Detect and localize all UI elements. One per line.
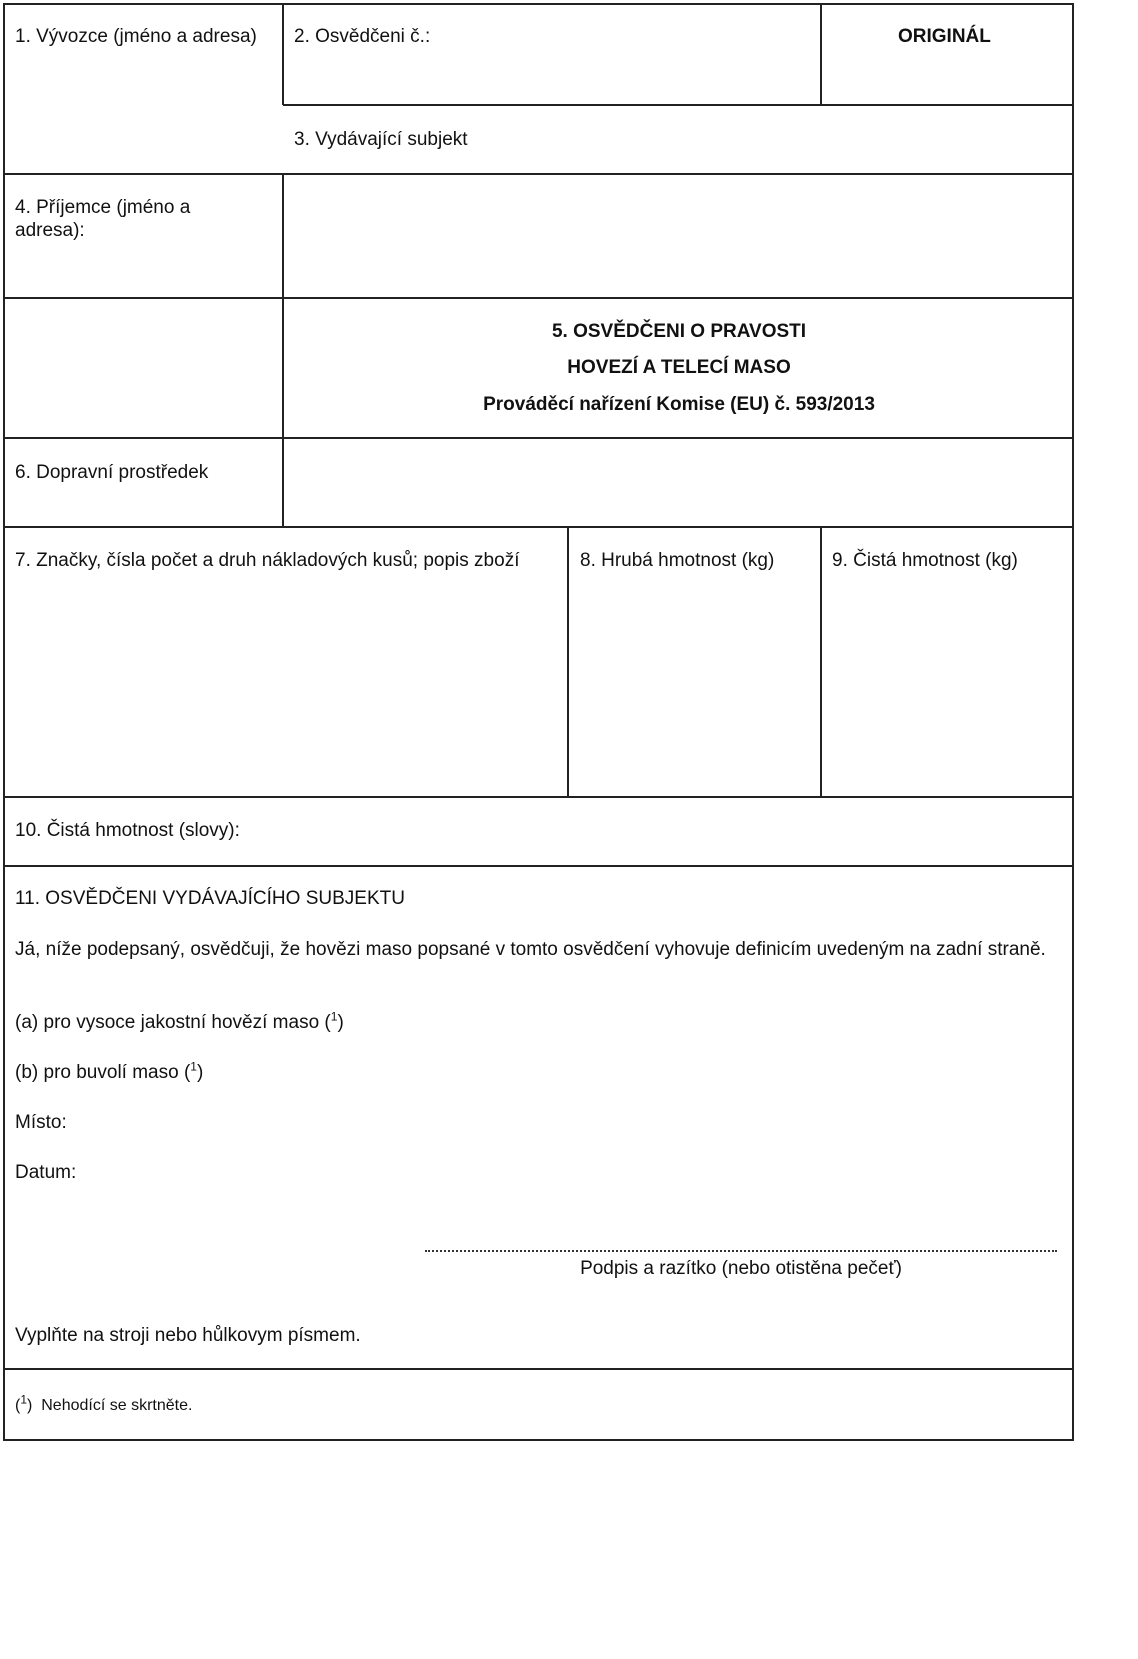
field-8-gross-weight-label: 8. Hrubá hmotnost (kg) — [580, 550, 775, 571]
field-3-issuing-body-label: 3. Vydávající subjekt — [294, 129, 468, 150]
field-4-consignee-label: 4. Příjemce (jméno a adresa): — [15, 197, 191, 241]
field-9-net-weight-label: 9. Čistá hmotnost (kg) — [832, 550, 1018, 571]
divider — [3, 526, 1074, 528]
date-label: Datum: — [15, 1162, 77, 1183]
field-11-title: 11. OSVĚDČENI VYDÁVAJÍCÍHO SUBJEKTU — [15, 888, 405, 909]
divider — [3, 297, 1074, 299]
divider — [283, 104, 1074, 106]
field-1-exporter-label: 1. Vývozce (jméno a adresa) — [15, 26, 257, 47]
field-11-statement: Já, níže podepsaný, osvědčuji, že hovězi maso popsané v tomto osvědčení vyhovuje definicím uvedeným na zadní straně. — [15, 939, 1046, 960]
footnote-marker: 1 — [20, 1392, 28, 1407]
footnote-ref: 1 — [190, 1059, 197, 1074]
signature-label: Podpis a razítko (nebo otistěna pečeť) — [580, 1258, 902, 1279]
field-5-title: 5. OSVĚDČENI O PRAVOSTI — [551, 321, 807, 342]
signature-line — [425, 1250, 1057, 1252]
divider — [3, 865, 1074, 867]
divider — [282, 173, 284, 527]
field-2-certificate-number-label: 2. Osvědčeni č.: — [294, 26, 431, 47]
divider — [3, 1368, 1074, 1370]
divider — [820, 526, 822, 797]
footnote-text: Nehodící se skrtněte. — [41, 1397, 193, 1414]
footnote-ref: 1 — [330, 1009, 338, 1024]
field-5-subtitle: HOVEZÍ A TELECÍ MASO — [567, 357, 791, 378]
field-7-marks-label: 7. Značky, čísla počet a druh nákladových kusů; popis zboží — [15, 550, 520, 571]
field-10-net-weight-words-label: 10. Čistá hmotnost (slovy): — [15, 820, 240, 841]
divider — [282, 3, 284, 105]
divider — [820, 3, 822, 105]
field-6-transport-label: 6. Dopravní prostředek — [15, 462, 209, 483]
paren-close: ) — [196, 1062, 204, 1083]
option-a — [15, 1011, 344, 1035]
divider — [3, 796, 1074, 798]
paren-close: ) — [337, 1012, 344, 1033]
fill-instruction: Vyplňte na stroji nebo hůlkovym písmem. — [15, 1325, 361, 1346]
place-label: Místo: — [15, 1112, 67, 1133]
field-5-regulation: Prováděcí nařízení Komise (EU) č. 593/2013 — [483, 394, 875, 415]
option-a-text: (a) pro vysoce jakostní hovězí maso ( — [15, 1012, 331, 1033]
footnote — [15, 1394, 192, 1418]
divider — [3, 437, 1074, 439]
option-b — [15, 1061, 203, 1085]
footnote-open: ( — [15, 1397, 21, 1414]
option-b-text: (b) pro buvolí maso ( — [15, 1062, 191, 1083]
divider — [567, 526, 569, 797]
original-label: ORIGINÁL — [898, 26, 991, 47]
footnote-close: ) — [27, 1397, 33, 1414]
divider — [3, 173, 1074, 175]
